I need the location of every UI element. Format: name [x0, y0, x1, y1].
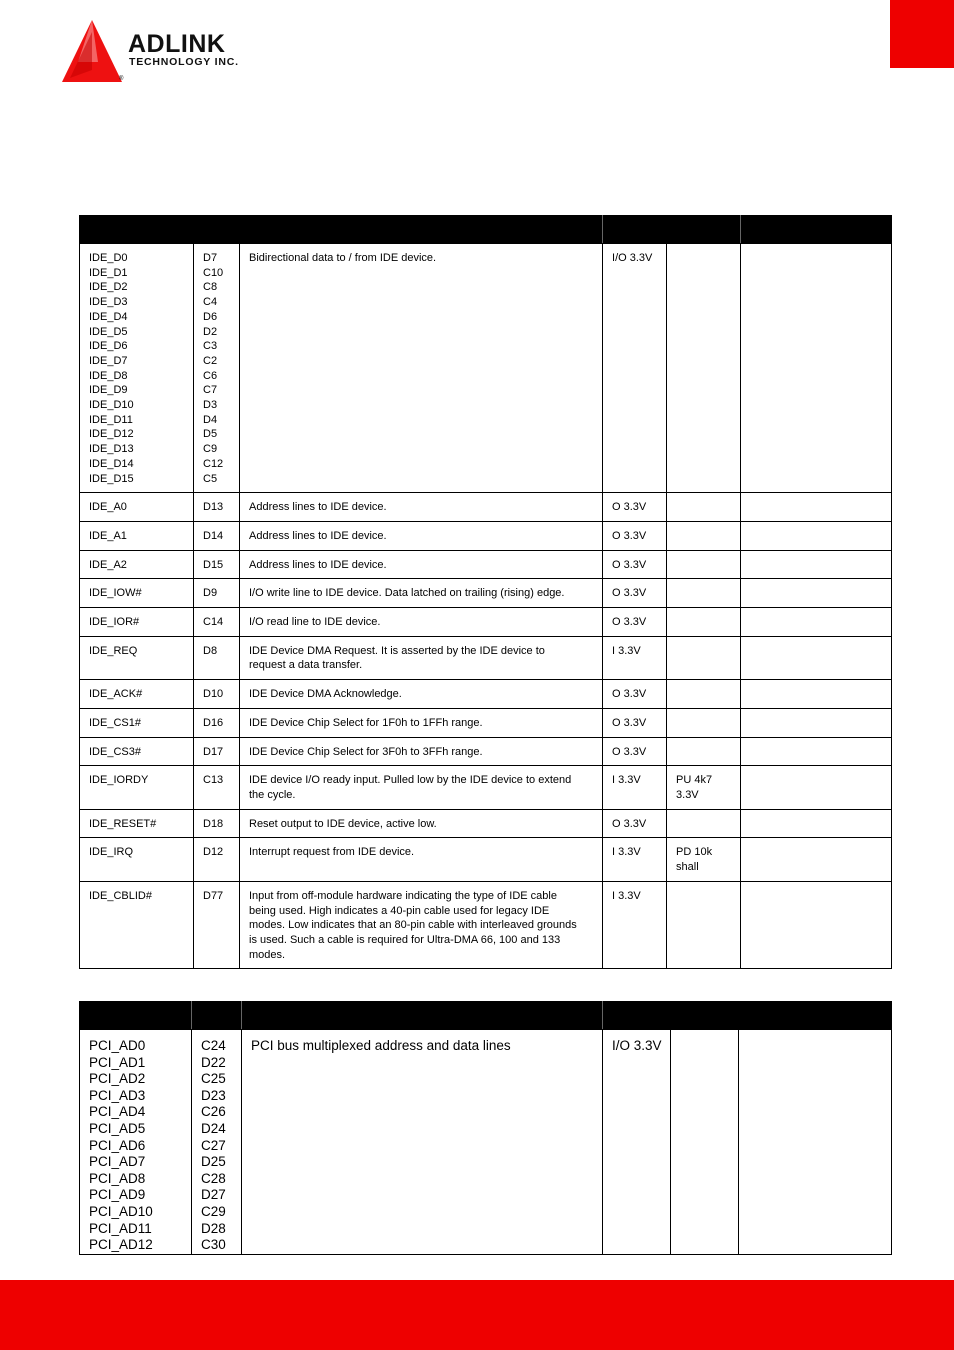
table-row [80, 579, 892, 608]
comment-cell [741, 244, 892, 493]
comment-cell [741, 636, 892, 679]
list-item: PCI_AD8 [89, 1170, 146, 1186]
header-cell [242, 1002, 603, 1030]
header-cell [603, 1002, 892, 1030]
list-item: PCI_AD4 [89, 1104, 146, 1120]
list-item: IDE_D7 [89, 354, 128, 367]
table-row [80, 838, 892, 881]
list-item: IDE_D13 [89, 443, 134, 456]
pin-cell: D9 [194, 579, 240, 608]
list-item: C6 [203, 369, 218, 382]
table-row [80, 881, 892, 969]
comment-cell [741, 550, 892, 579]
description-cell: IDE Device Chip Select for 1F0h to 1FFh range. [240, 708, 603, 737]
comment-cell [741, 766, 892, 809]
description-cell: Address lines to IDE device. [240, 493, 603, 522]
signal-cell: IDE_CS3# [80, 737, 194, 766]
io-cell: I/O 3.3V [603, 1030, 671, 1255]
list-item: C12 [203, 457, 224, 470]
description-cell: Reset output to IDE device, active low. [240, 809, 603, 838]
description-cell: Interrupt request from IDE device. [240, 838, 603, 881]
comment-cell [741, 579, 892, 608]
header-cell [80, 1002, 192, 1030]
footer-bar [0, 1280, 954, 1350]
table-row [80, 680, 892, 709]
pin-cell: D17 [194, 737, 240, 766]
io-cell: I 3.3V [603, 881, 667, 969]
pin-cell: D16 [194, 708, 240, 737]
list-item: C27 [201, 1137, 226, 1153]
list-item: C4 [203, 296, 218, 309]
list-item: IDE_D0 [89, 252, 128, 264]
comment-cell [741, 809, 892, 838]
pin-cell: D8 [194, 636, 240, 679]
list-item: D7 [203, 252, 218, 264]
list-item: D5 [203, 428, 218, 441]
list-item: IDE_D1 [89, 266, 128, 279]
description-cell: Address lines to IDE device. [240, 521, 603, 550]
signal-cell: IDE_IRQ [80, 838, 194, 881]
signal-cell: IDE_IOW# [80, 579, 194, 608]
list-item: PCI_AD3 [89, 1087, 146, 1103]
pu-pd-cell [667, 809, 741, 838]
pu-pd-cell [667, 737, 741, 766]
pin-list [194, 244, 240, 493]
list-item: C29 [201, 1203, 226, 1219]
comment-cell [741, 493, 892, 522]
pin-list [192, 1030, 242, 1255]
list-item: IDE_D3 [89, 296, 128, 309]
header-cell [192, 1002, 242, 1030]
pin-cell: C13 [194, 766, 240, 809]
table-header-row [80, 216, 892, 244]
list-item: PCI_AD12 [89, 1237, 153, 1253]
description-cell: Address lines to IDE device. [240, 550, 603, 579]
signal-cell: IDE_A1 [80, 521, 194, 550]
list-item: D2 [203, 325, 218, 338]
list-item: C30 [201, 1237, 226, 1253]
table-row [80, 608, 892, 637]
list-item: C2 [203, 354, 218, 367]
pu-pd-cell [667, 636, 741, 679]
pu-pd-cell [671, 1030, 739, 1255]
io-cell: I 3.3V [603, 838, 667, 881]
io-cell: O 3.3V [603, 493, 667, 522]
io-cell: I 3.3V [603, 766, 667, 809]
description-cell: I/O write line to IDE device. Data latched on trailing (rising) edge. [240, 579, 603, 608]
pu-pd-cell [667, 608, 741, 637]
comment-cell [741, 680, 892, 709]
pin-cell: C14 [194, 608, 240, 637]
pin-cell: D18 [194, 809, 240, 838]
io-cell: O 3.3V [603, 579, 667, 608]
list-item: IDE_D14 [89, 457, 134, 470]
list-item: C8 [203, 281, 218, 294]
io-cell: O 3.3V [603, 550, 667, 579]
description-cell: IDE Device DMA Acknowledge. [240, 680, 603, 709]
signal-cell: IDE_ACK# [80, 680, 194, 709]
list-item: PCI_AD1 [89, 1054, 146, 1070]
list-item: IDE_D8 [89, 369, 128, 382]
signal-cell: IDE_CS1# [80, 708, 194, 737]
pu-pd-cell [667, 550, 741, 579]
list-item: PCI_AD6 [89, 1137, 146, 1153]
pu-pd-cell: PU 4k7 3.3V [667, 766, 741, 809]
list-item: D3 [203, 399, 218, 412]
table-row [80, 493, 892, 522]
signal-cell: IDE_A2 [80, 550, 194, 579]
signal-cell: IDE_IOR# [80, 608, 194, 637]
comment-cell [741, 608, 892, 637]
io-cell: I 3.3V [603, 636, 667, 679]
description-cell: I/O read line to IDE device. [240, 608, 603, 637]
list-item: PCI_AD2 [89, 1071, 146, 1087]
pci-signal-table [79, 1001, 892, 1255]
list-item: IDE_D15 [89, 472, 134, 485]
list-item: C7 [203, 384, 218, 397]
io-cell: O 3.3V [603, 608, 667, 637]
pu-pd-cell [667, 680, 741, 709]
list-item: PCI_AD0 [89, 1038, 146, 1053]
comment-cell [739, 1030, 892, 1255]
io-cell: I/O 3.3V [603, 244, 667, 493]
description-cell: IDE Device DMA Request. It is asserted by the IDE device to request a data transfer. [240, 636, 603, 679]
list-item: IDE_D11 [89, 413, 133, 426]
list-item: PCI_AD5 [89, 1120, 146, 1136]
list-item: D23 [201, 1087, 226, 1103]
pu-pd-cell: PD 10k shall [667, 838, 741, 881]
header-cell [80, 216, 603, 244]
list-item: IDE_D9 [89, 384, 128, 397]
signal-list [80, 244, 194, 493]
table-header-row [80, 1002, 892, 1030]
list-item: IDE_D6 [89, 340, 128, 353]
list-item: D6 [203, 310, 218, 323]
corner-tab [890, 0, 954, 68]
list-item: D24 [201, 1120, 226, 1136]
table-row [80, 636, 892, 679]
signal-cell: IDE_REQ [80, 636, 194, 679]
signal-cell: IDE_CBLID# [80, 881, 194, 969]
table-row [80, 521, 892, 550]
list-item: D25 [201, 1154, 226, 1170]
comment-cell [741, 838, 892, 881]
signal-list [80, 1030, 192, 1255]
list-item: C26 [201, 1104, 226, 1120]
ide-signal-table [79, 215, 892, 969]
pu-pd-cell [667, 579, 741, 608]
pin-cell: D13 [194, 493, 240, 522]
description-cell: Input from off-module hardware indicating the type of IDE cable being used. High indicates a 40-pin cable used for legacy IDE modes. Low indicates that an 80-pin cable with interleaved grounds is used. Such a cable is required for Ultra-DMA 66, 100 and 133 modes. [240, 881, 603, 969]
list-item: D28 [201, 1220, 226, 1236]
list-item: C9 [203, 443, 218, 456]
list-item: C25 [201, 1071, 226, 1087]
table-row [80, 244, 892, 493]
table-row [80, 737, 892, 766]
list-item: IDE_D2 [89, 281, 128, 294]
list-item: PCI_AD9 [89, 1187, 146, 1203]
list-item: D27 [201, 1187, 226, 1203]
pu-pd-cell [667, 493, 741, 522]
list-item: C10 [203, 266, 224, 279]
list-item: IDE_D4 [89, 310, 128, 323]
list-item: C5 [203, 472, 218, 485]
signal-cell: IDE_A0 [80, 493, 194, 522]
list-item: PCI_AD10 [89, 1203, 153, 1219]
comment-cell [741, 737, 892, 766]
pin-cell: D15 [194, 550, 240, 579]
io-cell: O 3.3V [603, 809, 667, 838]
table-row [80, 550, 892, 579]
list-item: C28 [201, 1170, 226, 1186]
comment-cell [741, 708, 892, 737]
list-item: PCI_AD7 [89, 1154, 146, 1170]
list-item: PCI_AD11 [89, 1220, 152, 1236]
list-item: IDE_D10 [89, 399, 134, 412]
table-row [80, 809, 892, 838]
registered-mark: ® [119, 76, 124, 82]
table-row [80, 766, 892, 809]
pu-pd-cell [667, 881, 741, 969]
description-cell: Bidirectional data to / from IDE device. [240, 244, 603, 493]
list-item: D4 [203, 413, 218, 426]
table-row [80, 708, 892, 737]
header-cell [603, 216, 741, 244]
pin-cell: D10 [194, 680, 240, 709]
pin-cell: D14 [194, 521, 240, 550]
io-cell: O 3.3V [603, 737, 667, 766]
list-item: D22 [201, 1054, 226, 1070]
comment-cell [741, 881, 892, 969]
pu-pd-cell [667, 521, 741, 550]
header-cell [741, 216, 892, 244]
list-item: IDE_D5 [89, 325, 128, 338]
list-item: C3 [203, 340, 218, 353]
brand-tagline: TECHNOLOGY INC. [129, 56, 239, 68]
io-cell: O 3.3V [603, 521, 667, 550]
list-item: C24 [201, 1038, 226, 1053]
signal-cell: IDE_IORDY [80, 766, 194, 809]
description-cell: IDE device I/O ready input. Pulled low by the IDE device to extend the cycle. [240, 766, 603, 809]
description-cell: PCI bus multiplexed address and data lines [242, 1030, 603, 1255]
list-item: IDE_D12 [89, 428, 134, 441]
io-cell: O 3.3V [603, 708, 667, 737]
pu-pd-cell [667, 708, 741, 737]
description-cell: IDE Device Chip Select for 3F0h to 3FFh range. [240, 737, 603, 766]
signal-cell: IDE_RESET# [80, 809, 194, 838]
io-cell: O 3.3V [603, 680, 667, 709]
pu-pd-cell [667, 244, 741, 493]
pin-cell: D77 [194, 881, 240, 969]
comment-cell [741, 521, 892, 550]
table-row [80, 1030, 892, 1255]
pin-cell: D12 [194, 838, 240, 881]
brand-name: ADLINK [128, 30, 226, 58]
